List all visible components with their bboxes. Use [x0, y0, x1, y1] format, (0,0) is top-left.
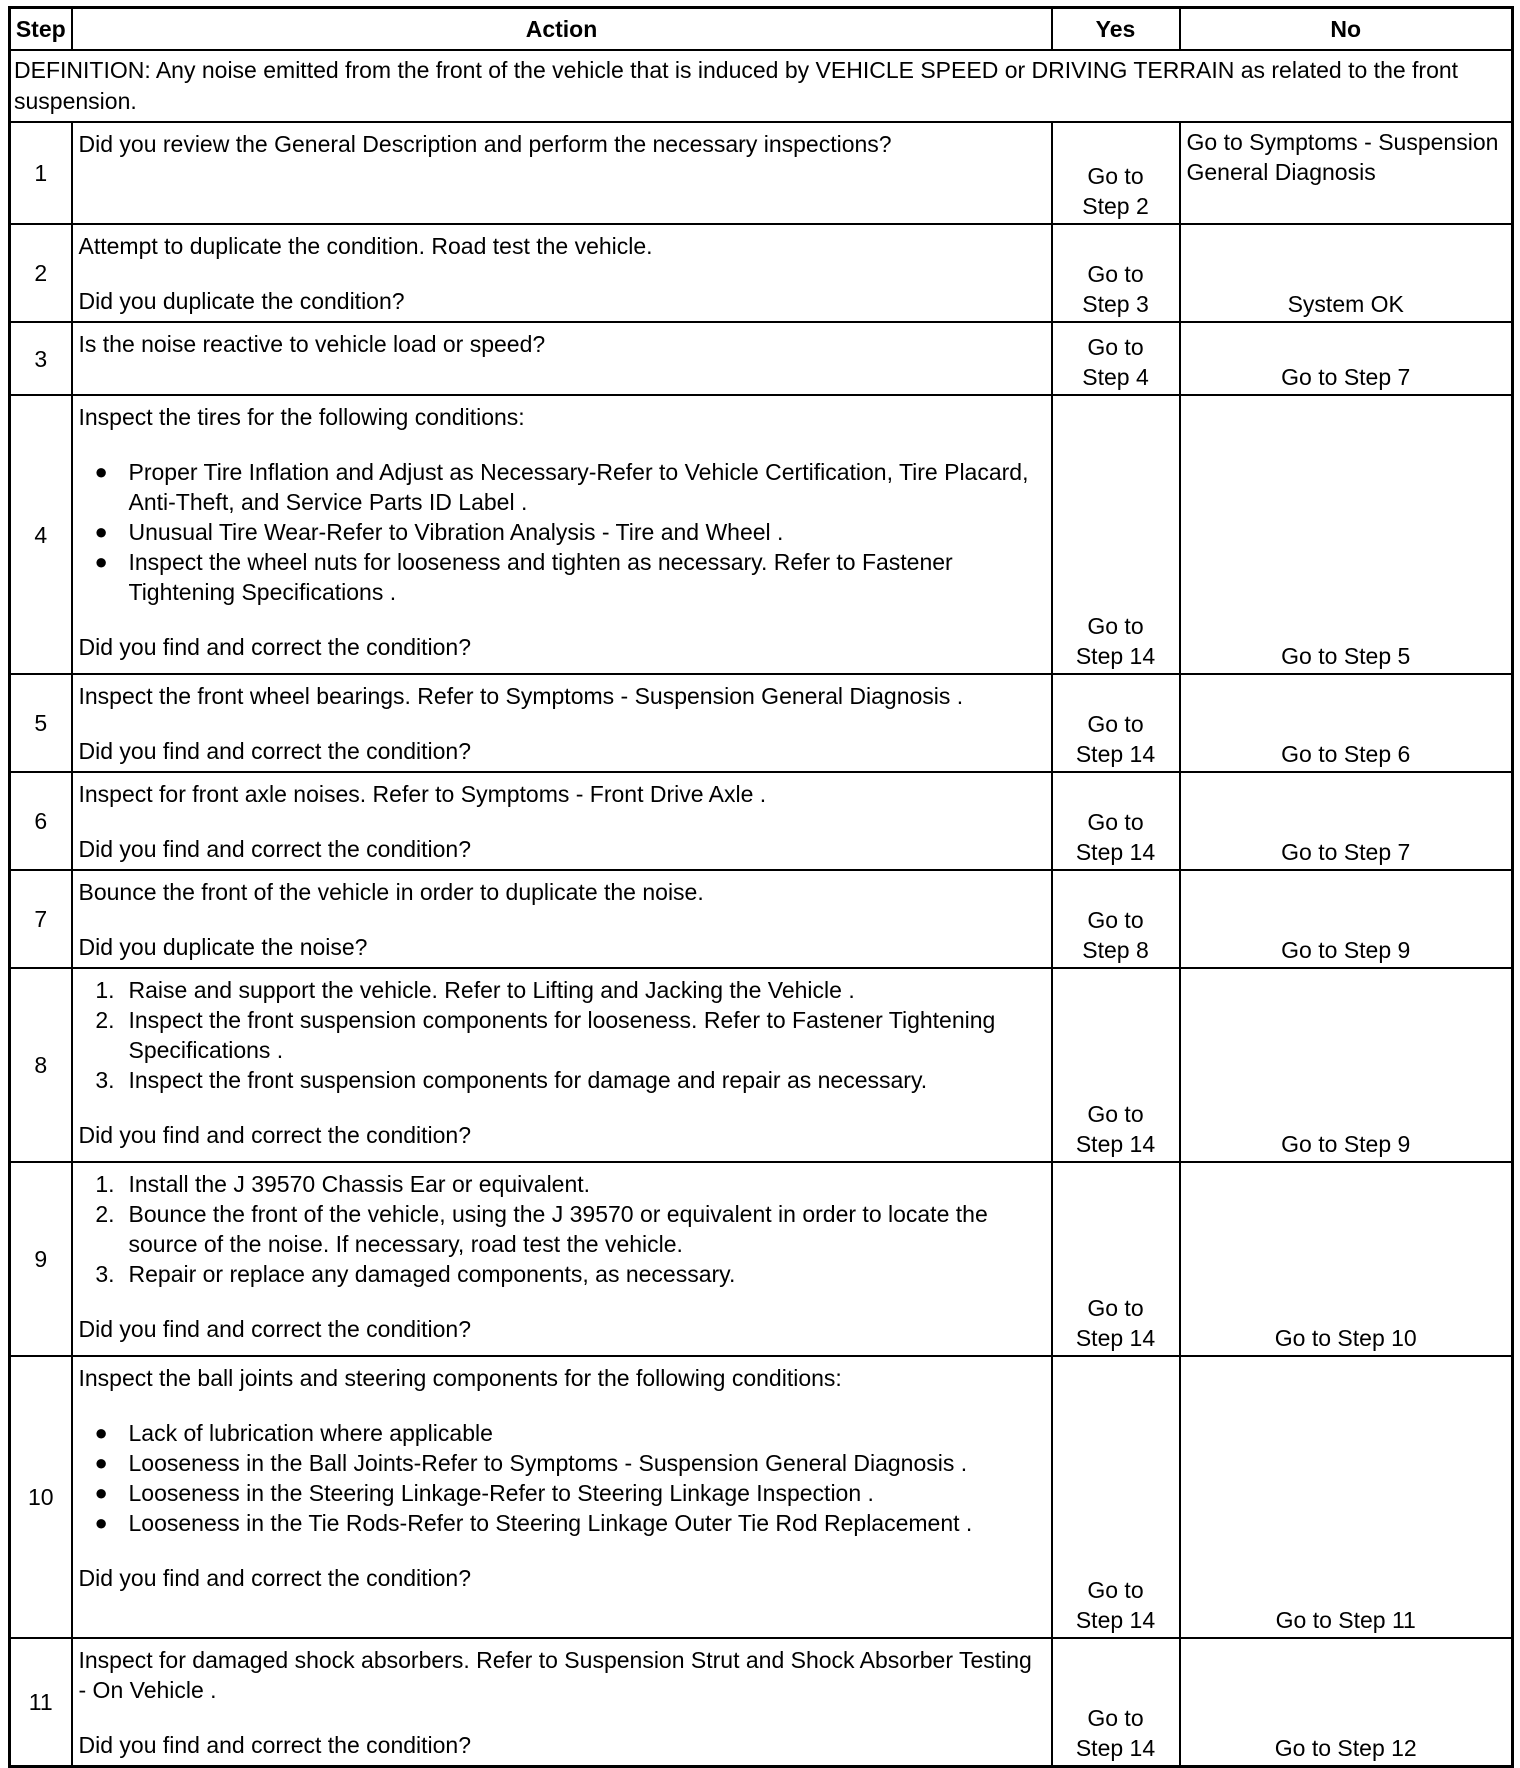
no-cell: Go to Step 10: [1180, 1162, 1513, 1356]
action-text: Inspect the ball joints and steering components for the following conditions:: [78, 1365, 842, 1391]
header-yes: Yes: [1052, 8, 1180, 51]
yes-line-2: Step 3: [1082, 291, 1149, 317]
header-no: No: [1180, 8, 1513, 51]
step-number: 9: [10, 1162, 72, 1356]
no-cell: Go to Step 11: [1180, 1356, 1513, 1638]
action-question: Did you find and correct the condition?: [78, 1316, 472, 1342]
yes-line-2: Step 8: [1082, 937, 1149, 963]
yes-line-2: Step 14: [1075, 839, 1156, 865]
yes-cell: [1052, 870, 1180, 968]
step-number: 11: [10, 1638, 72, 1766]
action-question: Did you find and correct the condition?: [78, 634, 472, 660]
no-cell: Go to Step 6: [1180, 674, 1513, 772]
yes-line-1: Go to: [1087, 613, 1144, 639]
action-question: Did you find and correct the condition?: [78, 1565, 472, 1591]
header-step: Step: [10, 8, 72, 51]
step-number: 5: [10, 674, 72, 772]
action-question: Did you duplicate the noise?: [78, 934, 368, 960]
list-item-text: Bounce the front of the vehicle, using the J 39570 or equivalent in order to locate the source of the noise. If necessary, road test the vehicle.: [128, 1201, 988, 1257]
table-row: [10, 870, 1513, 968]
yes-cell: [1052, 772, 1180, 870]
step-number: 10: [10, 1356, 72, 1638]
list-item: 3. Repair or replace any damaged components, as necessary.: [95, 1261, 736, 1287]
action-cell: [72, 1356, 1052, 1638]
step-number: 3: [10, 322, 72, 395]
list-item: 2. Inspect the front suspension components for looseness. Refer to Fastener Tightening Specifications .: [95, 1007, 996, 1063]
action-cell: [72, 772, 1052, 870]
table-row: [10, 322, 1513, 395]
no-cell: Go to Symptoms - Suspension General Diagnosis: [1180, 122, 1513, 224]
header-action: Action: [72, 8, 1052, 51]
list-item: ● Looseness in the Ball Joints-Refer to Symptoms - Suspension General Diagnosis .: [79, 1448, 1045, 1478]
yes-line-1: Go to: [1087, 163, 1144, 189]
yes-line-2: Step 14: [1075, 1607, 1156, 1633]
table-row: [10, 1356, 1513, 1638]
yes-cell: [1052, 968, 1180, 1162]
action-cell: [72, 122, 1052, 224]
procedure-list: [79, 975, 1045, 1095]
yes-line-2: Step 14: [1075, 1734, 1156, 1761]
yes-line-1: Go to: [1087, 261, 1144, 287]
list-item-text: Inspect the front suspension components for looseness. Refer to Fastener Tightening Specifications .: [128, 1007, 996, 1063]
diagnostic-table: [8, 6, 1514, 1768]
yes-line-2: Step 14: [1075, 643, 1156, 669]
yes-line-1: Go to: [1087, 1577, 1144, 1603]
yes-line-2: Step 2: [1082, 193, 1149, 219]
table-row: [10, 968, 1513, 1162]
yes-line-1: Go to: [1087, 809, 1144, 835]
definition-row: [10, 50, 1513, 122]
table-row: [10, 674, 1513, 772]
no-cell: Go to Step 12: [1180, 1638, 1513, 1766]
yes-line-1: Go to: [1087, 334, 1144, 360]
list-item: 2. Bounce the front of the vehicle, using the J 39570 or equivalent in order to locate the source of the noise. If necessary, road test the vehicle.: [95, 1201, 988, 1257]
table-row: [10, 772, 1513, 870]
yes-line-2: Step 14: [1075, 1325, 1156, 1351]
definition-text: DEFINITION: Any noise emitted from the front of the vehicle that is induced by VEHICLE SPEED or DRIVING TERRAIN as related to the front suspension.: [10, 50, 1513, 122]
step-number: 7: [10, 870, 72, 968]
yes-cell: [1052, 1356, 1180, 1638]
action-question: Did you find and correct the condition?: [78, 836, 472, 862]
yes-cell: [1052, 224, 1180, 322]
table-row: [10, 224, 1513, 322]
yes-line-1: Go to: [1087, 1295, 1144, 1321]
step-number: 1: [10, 122, 72, 224]
table-row: [10, 395, 1513, 674]
yes-line-1: Go to: [1087, 907, 1144, 933]
list-item-text: Raise and support the vehicle. Refer to Lifting and Jacking the Vehicle .: [128, 977, 855, 1003]
action-cell: [72, 322, 1052, 395]
condition-list: [79, 1418, 1045, 1538]
action-question: Did you find and correct the condition?: [78, 1122, 472, 1148]
yes-cell: [1052, 122, 1180, 224]
action-text: Did you review the General Description and perform the necessary inspections?: [78, 131, 892, 157]
action-text: Attempt to duplicate the condition. Road test the vehicle.: [78, 233, 653, 259]
action-text: Inspect the front wheel bearings. Refer to Symptoms - Suspension General Diagnosis .: [78, 683, 964, 709]
step-number: 2: [10, 224, 72, 322]
no-cell: System OK: [1180, 224, 1513, 322]
yes-cell: [1052, 322, 1180, 395]
list-item: 1. Raise and support the vehicle. Refer to Lifting and Jacking the Vehicle .: [95, 977, 855, 1003]
action-question: Did you find and correct the condition?: [78, 1732, 472, 1758]
yes-cell: [1052, 1162, 1180, 1356]
action-text: Is the noise reactive to vehicle load or speed?: [78, 331, 546, 357]
step-number: 4: [10, 395, 72, 674]
list-item-text: Inspect the front suspension components for damage and repair as necessary.: [128, 1067, 928, 1093]
action-text: Inspect for front axle noises. Refer to Symptoms - Front Drive Axle .: [78, 781, 767, 807]
list-item: 3. Inspect the front suspension components for damage and repair as necessary.: [95, 1067, 928, 1093]
action-cell: [72, 395, 1052, 674]
list-item-text: Install the J 39570 Chassis Ear or equivalent.: [128, 1171, 591, 1197]
yes-line-1: Go to: [1087, 711, 1144, 737]
procedure-list: [79, 1169, 1045, 1289]
yes-cell: [1052, 395, 1180, 674]
list-item: ● Proper Tire Inflation and Adjust as Necessary-Refer to Vehicle Certification, Tire Placard, Anti-Theft, and Service Parts ID Label .: [79, 457, 1045, 517]
table-row: [10, 1638, 1513, 1766]
list-item: ● Inspect the wheel nuts for looseness and tighten as necessary. Refer to Fastener Tightening Specifications .: [79, 547, 1045, 607]
action-cell: [72, 1638, 1052, 1766]
action-question: Did you duplicate the condition?: [78, 288, 405, 314]
yes-line-2: Step 14: [1075, 1131, 1156, 1157]
action-cell: [72, 1162, 1052, 1356]
step-number: 6: [10, 772, 72, 870]
action-cell: [72, 674, 1052, 772]
yes-line-2: Step 14: [1075, 741, 1156, 767]
yes-cell: [1052, 674, 1180, 772]
no-cell: Go to Step 7: [1180, 322, 1513, 395]
yes-line-1: Go to: [1087, 1101, 1144, 1127]
action-question: Did you find and correct the condition?: [78, 738, 472, 764]
yes-cell: [1052, 1638, 1180, 1766]
list-item-text: Repair or replace any damaged components, as necessary.: [128, 1261, 736, 1287]
action-cell: [72, 968, 1052, 1162]
table-row: [10, 1162, 1513, 1356]
no-cell: Go to Step 7: [1180, 772, 1513, 870]
action-cell: [72, 870, 1052, 968]
table-row: [10, 122, 1513, 224]
list-item: ● Unusual Tire Wear-Refer to Vibration Analysis - Tire and Wheel .: [79, 517, 1045, 547]
diagnostic-page: [8, 6, 1511, 1768]
action-text: Inspect the tires for the following conditions:: [78, 404, 525, 430]
yes-line-1: Go to: [1087, 1704, 1144, 1731]
action-cell: [72, 224, 1052, 322]
list-item: ● Looseness in the Steering Linkage-Refer to Steering Linkage Inspection .: [79, 1478, 1045, 1508]
header-row: [10, 8, 1513, 51]
yes-line-2: Step 4: [1082, 364, 1149, 390]
no-cell: Go to Step 5: [1180, 395, 1513, 674]
step-number: 8: [10, 968, 72, 1162]
action-text: Inspect for damaged shock absorbers. Refer to Suspension Strut and Shock Absorber Testing - On Vehicle .: [78, 1647, 1032, 1703]
list-item: 1. Install the J 39570 Chassis Ear or equivalent.: [95, 1171, 591, 1197]
condition-list: [79, 457, 1045, 607]
no-cell: Go to Step 9: [1180, 968, 1513, 1162]
action-text: Bounce the front of the vehicle in order to duplicate the noise.: [78, 879, 704, 905]
list-item: ● Looseness in the Tie Rods-Refer to Steering Linkage Outer Tie Rod Replacement .: [79, 1508, 1045, 1538]
no-cell: Go to Step 9: [1180, 870, 1513, 968]
list-item: ● Lack of lubrication where applicable: [79, 1418, 1045, 1448]
